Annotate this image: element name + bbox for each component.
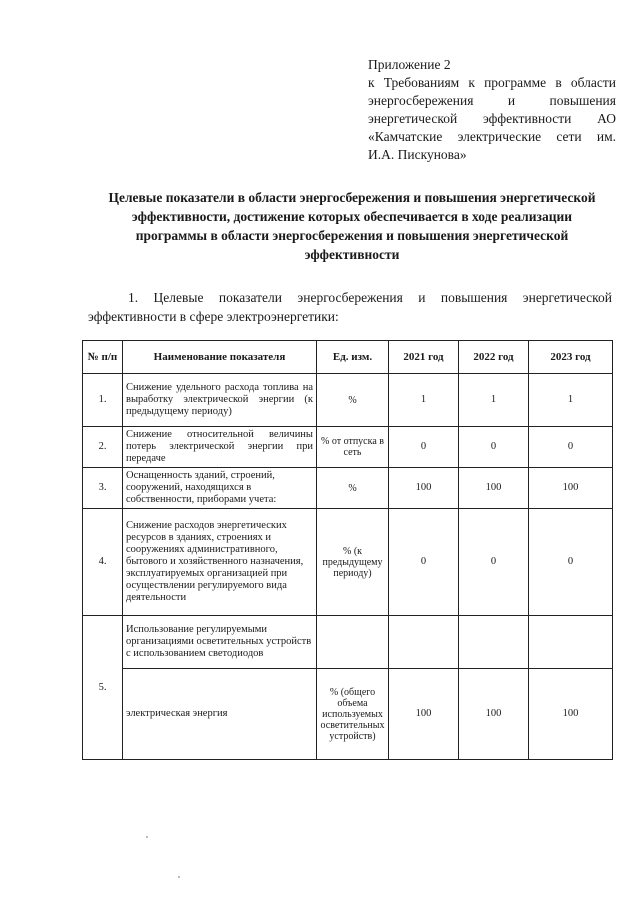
cell-unit: % (общего объема используемых осветительных устройств) <box>317 669 389 760</box>
appendix-line: энергетической эффективности АО <box>368 111 616 126</box>
cell-subname: электрическая энергия <box>123 669 317 760</box>
section-intro: 1. Целевые показатели энергосбережения и повышения энергетической эффективности в сфере электроэнергетики: <box>88 290 612 324</box>
cell-2023: 0 <box>529 427 613 468</box>
cell-name: Снижение удельного расхода топлива на выработку электрической энергии (к предыдущему периоду) <box>123 374 317 427</box>
document-heading: Целевые показатели в области энергосбережения и повышения энергетической эффективности, достижение которых обеспечивается в ходе реализации программы в области энергосбережения и повышения энергетической эффективности <box>108 190 596 262</box>
cell-2021: 0 <box>389 427 459 468</box>
cell-unit: % <box>317 468 389 509</box>
cell-name: Оснащенность зданий, строений, сооружений, находящихся в собственности, приборами учета: <box>123 468 317 509</box>
cell-unit: % от отпуска в сеть <box>317 427 389 468</box>
table-row <box>83 427 613 468</box>
cell-name: Снижение относительной величины потерь электрической энергии при передаче <box>123 427 317 468</box>
cell-2023: 100 <box>529 669 613 760</box>
cell-2021: 100 <box>389 468 459 509</box>
appendix-line: энергосбережения и повышения <box>368 93 616 108</box>
header-2022: 2022 год <box>459 341 529 374</box>
table-row <box>83 374 613 427</box>
indicators-table <box>82 340 613 760</box>
header-name: Наименование показателя <box>123 341 317 374</box>
appendix-note <box>368 56 616 164</box>
cell-unit: % (к предыдущему периоду) <box>317 509 389 616</box>
cell-2021: 0 <box>389 509 459 616</box>
cell-2022: 0 <box>459 427 529 468</box>
cell-2023: 0 <box>529 509 613 616</box>
table-row <box>83 509 613 616</box>
header-2021: 2021 год <box>389 341 459 374</box>
cell-empty <box>317 616 389 669</box>
scan-speck <box>146 836 148 838</box>
cell-num: 4. <box>83 509 123 616</box>
cell-empty <box>529 616 613 669</box>
cell-num: 3. <box>83 468 123 509</box>
cell-2021: 100 <box>389 669 459 760</box>
header-unit: Ед. изм. <box>317 341 389 374</box>
appendix-title: Приложение 2 <box>368 57 451 72</box>
cell-num: 2. <box>83 427 123 468</box>
cell-unit: % <box>317 374 389 427</box>
cell-2022: 0 <box>459 509 529 616</box>
scan-speck <box>178 876 180 878</box>
cell-num: 1. <box>83 374 123 427</box>
cell-2022: 100 <box>459 669 529 760</box>
cell-num: 5. <box>83 616 123 760</box>
appendix-line: к Требованиям к программе в области <box>368 75 616 90</box>
cell-2022: 100 <box>459 468 529 509</box>
table-row <box>83 468 613 509</box>
cell-2022: 1 <box>459 374 529 427</box>
cell-empty <box>459 616 529 669</box>
cell-2023: 1 <box>529 374 613 427</box>
cell-2021: 1 <box>389 374 459 427</box>
header-num: № п/п <box>83 341 123 374</box>
table-header-row <box>83 341 613 374</box>
cell-name: Использование регулируемыми организациями осветительных устройств с использованием светодиодов <box>123 616 317 669</box>
cell-2023: 100 <box>529 468 613 509</box>
appendix-line: «Камчатские электрические сети им. <box>368 129 616 144</box>
cell-empty <box>389 616 459 669</box>
cell-name: Снижение расходов энергетических ресурсов в зданиях, строениях и сооружениях административного, бытового и хозяйственного назначения, эксплуатируемых организацией при осуществлении регулируемого вида деятельности <box>123 509 317 616</box>
table-row <box>83 616 613 669</box>
table-row <box>83 669 613 760</box>
header-2023: 2023 год <box>529 341 613 374</box>
appendix-line: И.А. Пискунова» <box>368 147 467 162</box>
